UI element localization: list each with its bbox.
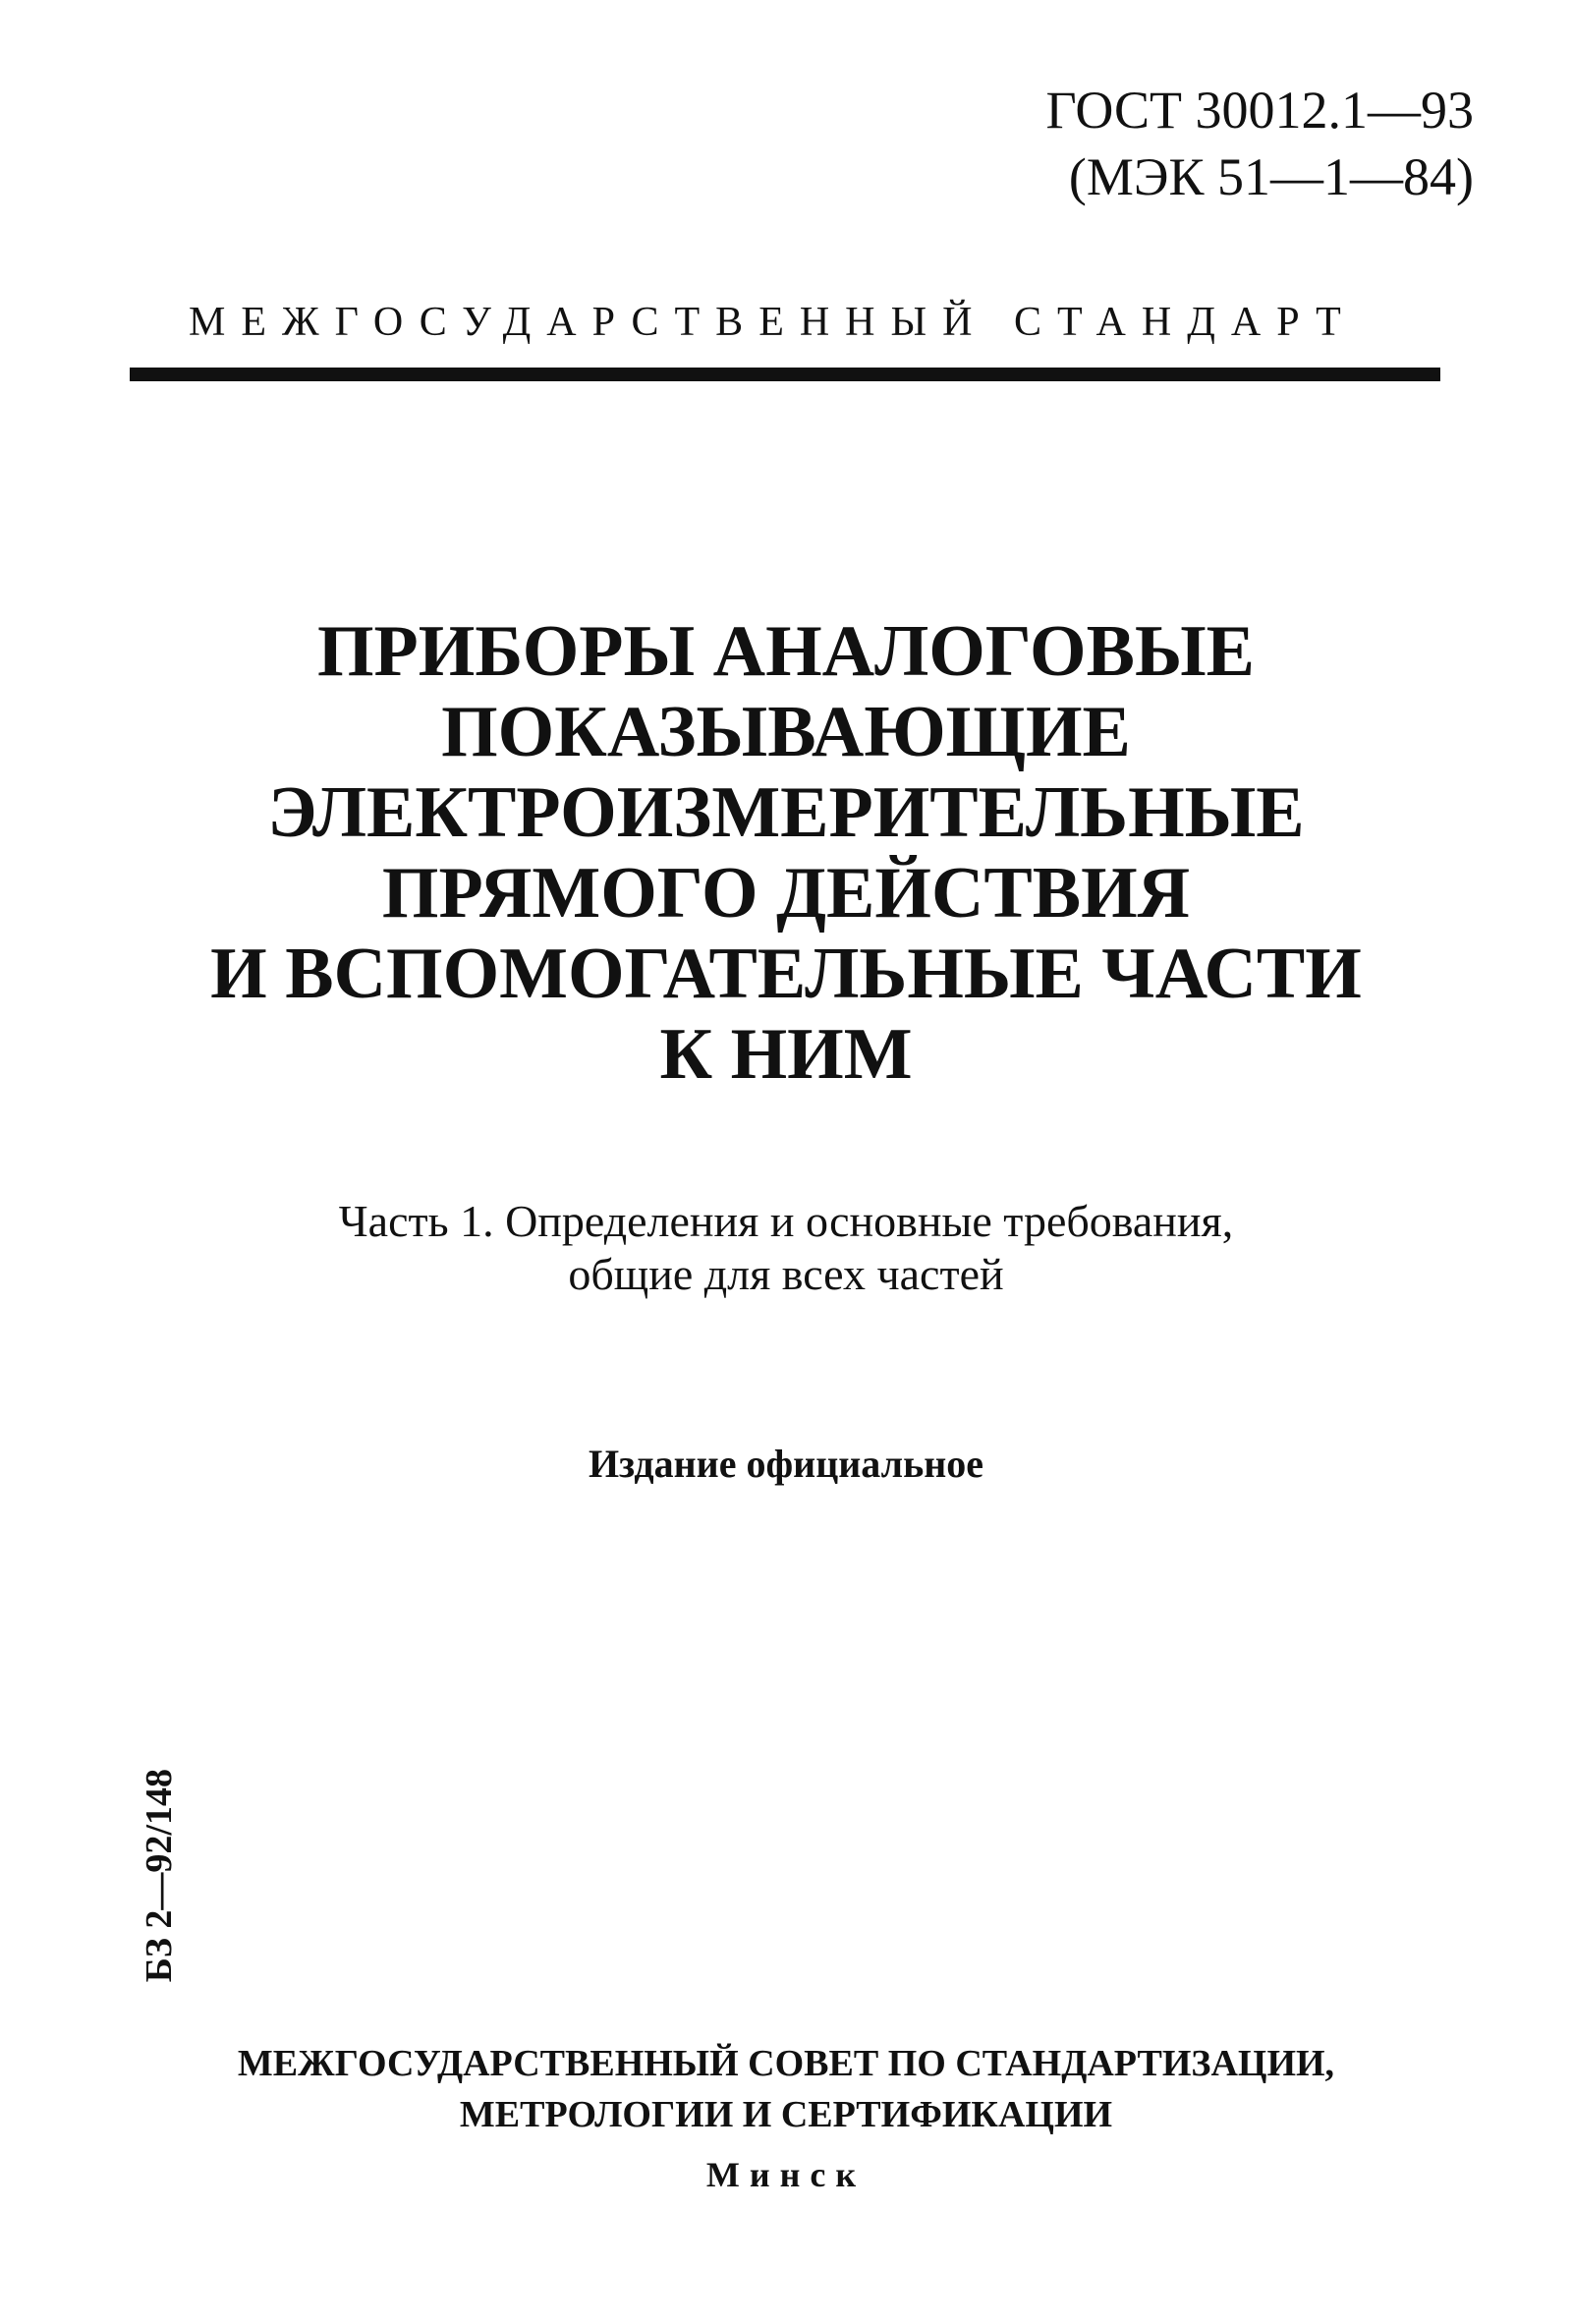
subtitle-line: Часть 1. Определения и основные требования,	[338, 1196, 1234, 1246]
edition-label: Издание официальное	[588, 1442, 984, 1486]
title-line: И ВСПОМОГАТЕЛЬНЫЕ ЧАСТИ	[210, 934, 1362, 1014]
gost-number: ГОСТ 30012.1—93	[1045, 81, 1474, 140]
iec-number: (МЭК 51—1—84)	[1068, 147, 1474, 206]
publisher-line: МЕЖГОСУДАРСТВЕННЫЙ СОВЕТ ПО СТАНДАРТИЗАЦИИ,	[237, 2043, 1335, 2084]
publisher	[0, 2038, 1572, 2140]
title-line: ПРИБОРЫ АНАЛОГОВЫЕ	[317, 611, 1255, 692]
document-title	[0, 611, 1572, 1095]
title-line: ЭЛЕКТРОИЗМЕРИТЕЛЬНЫЕ	[267, 772, 1305, 853]
title-line: ПРЯМОГО ДЕЙСТВИЯ	[381, 853, 1191, 934]
standard-type-heading: МЕЖГОСУДАРСТВЕННЫЙ СТАНДАРТ	[189, 300, 1357, 345]
subtitle-line: общие для всех частей	[568, 1249, 1004, 1299]
publisher-line: МЕТРОЛОГИИ И СЕРТИФИКАЦИИ	[459, 2094, 1113, 2135]
document-subtitle	[0, 1195, 1572, 1301]
heading-divider	[130, 368, 1440, 381]
title-line: К НИМ	[659, 1014, 913, 1095]
title-line: ПОКАЗЫВАЮЩИЕ	[441, 692, 1131, 772]
standard-designation	[1045, 77, 1474, 210]
side-code: БЗ 2—92/148	[139, 1769, 180, 1983]
publication-city: Минск	[705, 2155, 867, 2194]
